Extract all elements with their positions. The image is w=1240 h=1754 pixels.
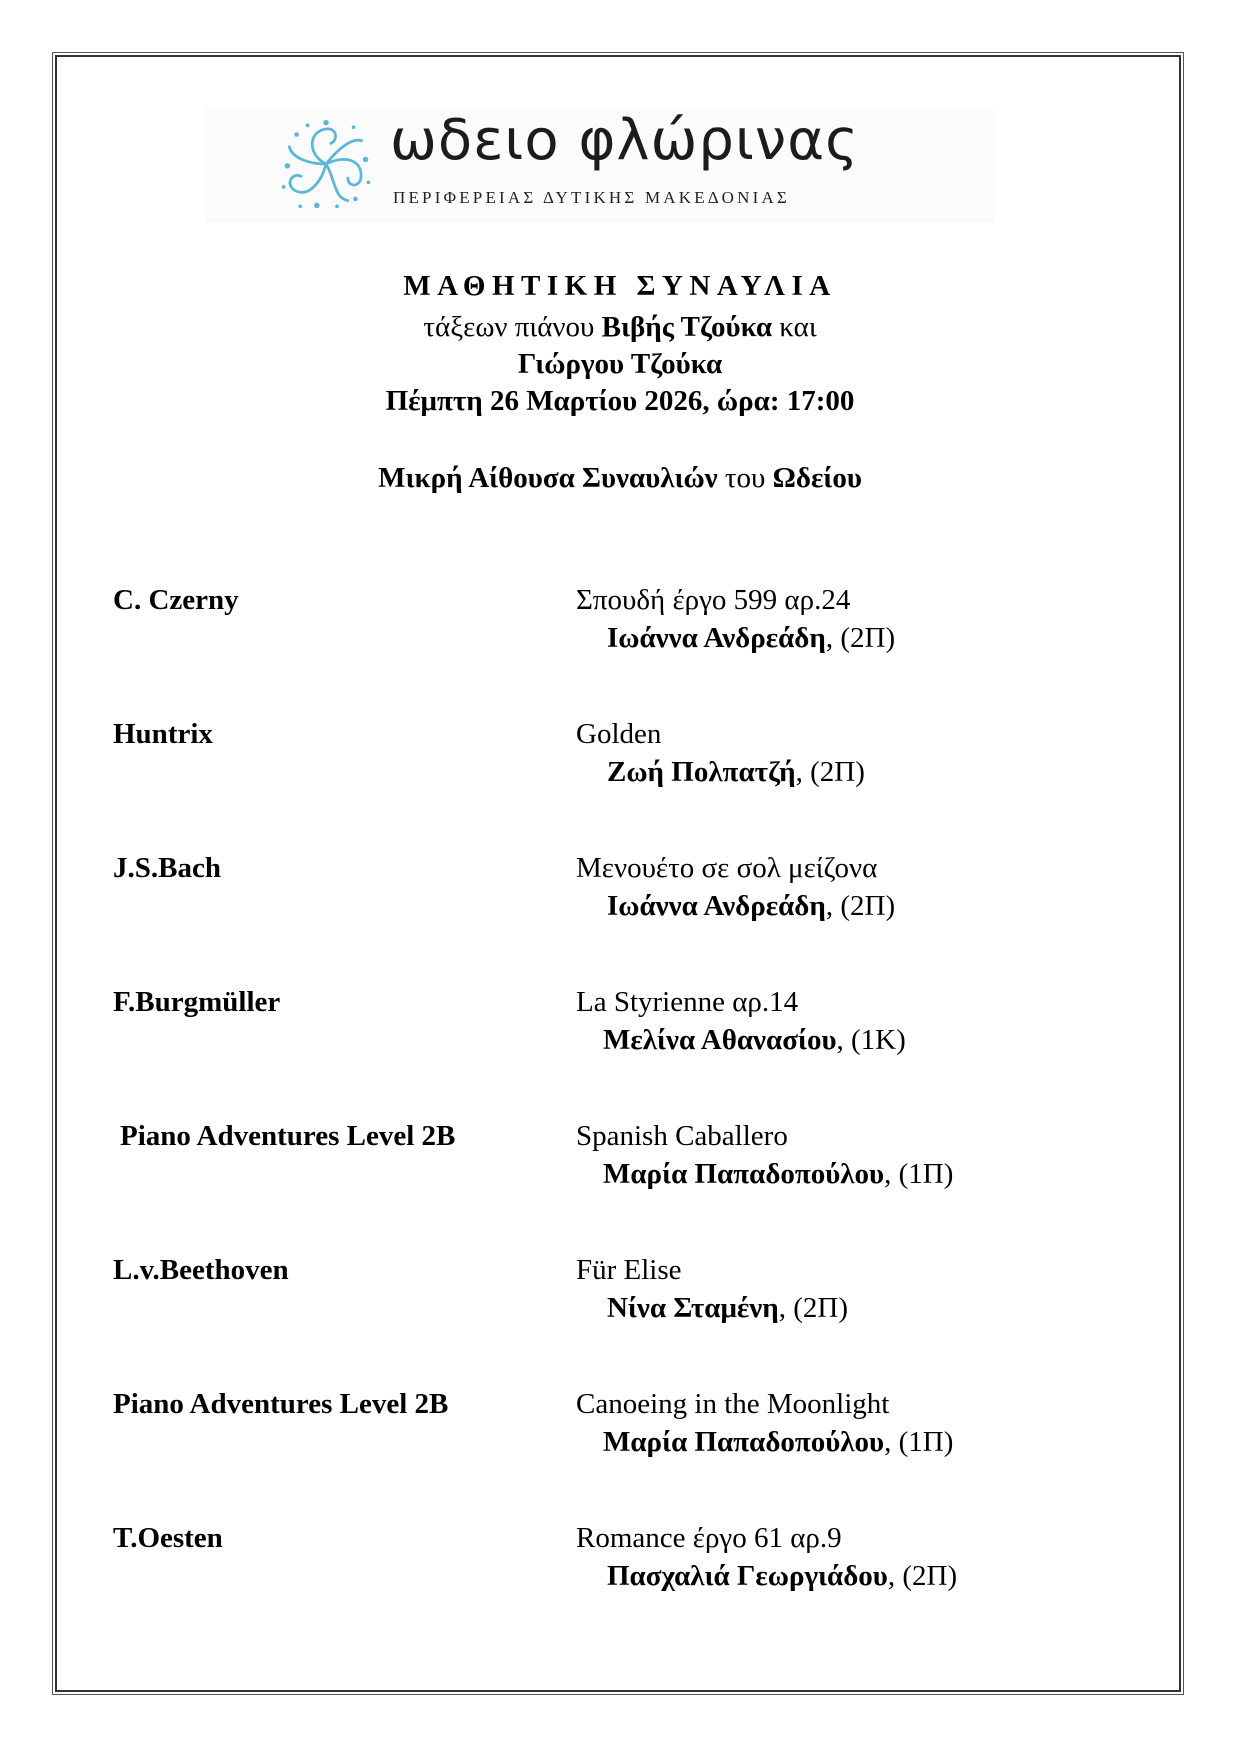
- grade: , (2Π): [825, 890, 896, 922]
- composer: Piano Adventures Level 2B: [113, 1388, 449, 1420]
- piece: Σπουδή έργο 599 αρ.24: [576, 584, 851, 616]
- grade: , (1Π): [884, 1426, 954, 1458]
- performer-line: [603, 1424, 953, 1460]
- program-item: [0, 716, 1240, 796]
- composer: J.S.Bach: [113, 852, 221, 884]
- performer: Πασχαλιά Γεωργιάδου: [607, 1560, 888, 1592]
- venue-hall: Μικρή Αίθουσα Συναυλιών: [378, 462, 718, 494]
- piece: Μενουέτο σε σολ μείζονα: [576, 852, 878, 884]
- piece: Canoeing in the Moonlight: [576, 1388, 890, 1420]
- performer-line: [607, 1290, 848, 1326]
- concert-title: ΜΑΘΗΤΙΚΗ ΣΥΝΑΥΛΙΑ: [403, 270, 837, 302]
- performer-line: [607, 754, 865, 790]
- performer: Μαρία Παπαδοπούλου: [603, 1158, 885, 1190]
- venue-conservatory: Ωδείου: [772, 462, 862, 494]
- composer: Piano Adventures Level 2B: [120, 1120, 456, 1152]
- performer: Μαρία Παπαδοπούλου: [603, 1426, 885, 1458]
- program-item: [0, 984, 1240, 1064]
- performer-line: [603, 1156, 953, 1192]
- piece: Für Elise: [576, 1254, 682, 1286]
- performer-line: [603, 1022, 906, 1058]
- composer: F.Burgmüller: [113, 986, 281, 1018]
- composer: T.Oesten: [113, 1522, 223, 1554]
- performer-line: [607, 888, 895, 924]
- composer: Huntrix: [113, 718, 213, 750]
- piece: Spanish Caballero: [576, 1120, 788, 1152]
- grade: , (2Π): [795, 756, 865, 788]
- program-item: [0, 1118, 1240, 1198]
- grade: , (2Π): [778, 1292, 848, 1324]
- classes-prefix: τάξεων πιάνου: [423, 311, 595, 343]
- logo-wordmark: ωδειο φλώρινας: [390, 108, 859, 173]
- performer: Μελίνα Αθανασίου: [603, 1024, 837, 1056]
- composer: C. Czerny: [113, 584, 239, 616]
- teacher-1: Βιβής Τζούκα: [601, 311, 773, 343]
- venue-of: του: [724, 462, 766, 494]
- program-item: [0, 1252, 1240, 1332]
- performer: Ζωή Πολπατζή: [607, 756, 796, 788]
- performer: Νίνα Σταμένη: [607, 1292, 779, 1324]
- composer: L.v.Beethoven: [113, 1254, 289, 1286]
- performer-line: [607, 1558, 957, 1594]
- piece: Golden: [576, 718, 662, 750]
- program-item: [0, 1520, 1240, 1600]
- program-item: [0, 850, 1240, 930]
- program-item: [0, 582, 1240, 662]
- grade: , (1Π): [884, 1158, 954, 1190]
- grade: , (1Κ): [836, 1024, 906, 1056]
- concert-date: Πέμπτη 26 Μαρτίου 2026, ώρα: 17:00: [385, 385, 855, 417]
- teacher-2: Γιώργου Τζούκα: [517, 348, 723, 380]
- grade: , (2Π): [887, 1560, 958, 1592]
- piece: Romance έργο 61 αρ.9: [576, 1522, 842, 1554]
- classes-conjunction: και: [779, 311, 817, 343]
- grade: , (2Π): [825, 622, 896, 654]
- performer: Ιωάννα Ανδρεάδη: [607, 890, 826, 922]
- performer-line: [607, 620, 895, 656]
- piece: La Styrienne αρ.14: [576, 986, 799, 1018]
- program-item: [0, 1386, 1240, 1466]
- logo-subtitle: ΠΕΡΙΦΕΡΕΙΑΣ ΔΥΤΙΚΗΣ ΜΑΚΕΔΟΝΙΑΣ: [393, 188, 791, 207]
- performer: Ιωάννα Ανδρεάδη: [607, 622, 826, 654]
